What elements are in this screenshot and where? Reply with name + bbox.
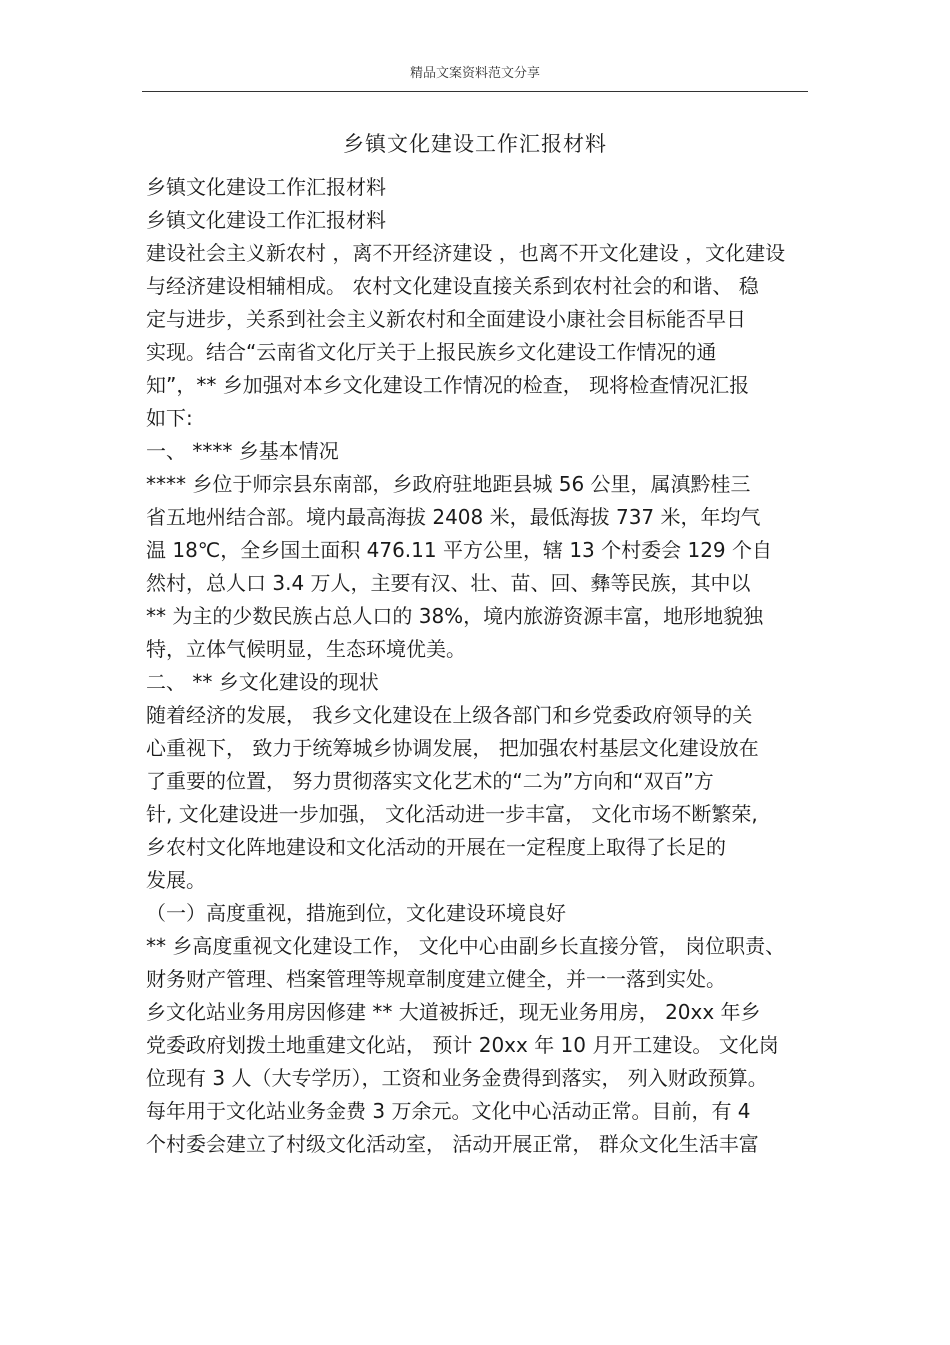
body-line: 财务财产管理、档案管理等规章制度建立健全，并一一落到实处。 xyxy=(146,967,726,991)
body-line: 乡镇文化建设工作汇报材料 xyxy=(146,175,386,199)
body-line: 发展。 xyxy=(146,868,206,892)
body-line: **** 乡位于师宗县东南部，乡政府驻地距县城 56 公里，属滇黔桂三 xyxy=(146,472,751,496)
body-line: 针, 文化建设进一步加强， 文化活动进一步丰富， 文化市场不断繁荣, xyxy=(146,802,758,826)
body-line: 与经济建设相辅相成。 农村文化建设直接关系到农村社会的和谐、 稳 xyxy=(146,274,759,298)
body-line: ** 乡高度重视文化建设工作， 文化中心由副乡长直接分管， 岗位职责、 xyxy=(146,934,786,958)
body-line: 建设社会主义新农村 ，离不开经济建设 ，也离不开文化建设 ，文化建设 xyxy=(146,241,786,265)
body-line: 随着经济的发展， 我乡文化建设在上级各部门和乡党委政府领导的关 xyxy=(146,703,753,727)
body-line: 定与进步，关系到社会主义新农村和全面建设小康社会目标能否早日 xyxy=(146,307,746,331)
document-title: 乡镇文化建设工作汇报材料 xyxy=(343,132,607,156)
body-line: 温 18℃，全乡国土面积 476.11 平方公里，辖 13 个村委会 129 个自 xyxy=(146,538,773,562)
header-divider xyxy=(142,91,808,92)
body-line: 如下: xyxy=(146,406,193,430)
body-line: 二、 ** 乡文化建设的现状 xyxy=(146,670,379,694)
body-line: 心重视下， 致力于统筹城乡协调发展， 把加强农村基层文化建设放在 xyxy=(146,736,759,760)
body-line: 位现有 3 人（大专学历），工资和业务金费得到落实， 列入财政预算。 xyxy=(146,1066,768,1090)
body-line: 省五地州结合部。境内最高海拔 2408 米，最低海拔 737 米，年均气 xyxy=(146,505,761,529)
body-line: 实现。结合“云南省文化厅关于上报民族乡文化建设工作情况的通 xyxy=(146,340,717,364)
body-line: 个村委会建立了村级文化活动室， 活动开展正常， 群众文化生活丰富 xyxy=(146,1132,759,1156)
body-line: 然村，总人口 3.4 万人，主要有汉、壮、苗、回、彝等民族，其中以 xyxy=(146,571,751,595)
body-line: 了重要的位置， 努力贯彻落实文化艺术的“二为”方向和“双百”方 xyxy=(146,769,714,793)
body-line: 特，立体气候明显，生态环境优美。 xyxy=(146,637,466,661)
body-line: 一、 **** 乡基本情况 xyxy=(146,439,339,463)
body-line: 每年用于文化站业务金费 3 万余元。文化中心活动正常。目前，有 4 xyxy=(146,1099,751,1123)
page-header: 精品文案资料范文分享 xyxy=(409,66,540,81)
body-line: （一）高度重视，措施到位，文化建设环境良好 xyxy=(146,901,566,925)
document-body xyxy=(146,172,808,1162)
body-line: 乡镇文化建设工作汇报材料 xyxy=(146,208,386,232)
body-line: 知”，** 乡加强对本乡文化建设工作情况的检查， 现将检查情况汇报 xyxy=(146,373,750,397)
body-line: 乡文化站业务用房因修建 ** 大道被拆迁，现无业务用房， 20xx 年乡 xyxy=(146,1000,761,1024)
body-line: 党委政府划拨土地重建文化站， 预计 20xx 年 10 月开工建设。 文化岗 xyxy=(146,1033,779,1057)
body-line: 乡农村文化阵地建设和文化活动的开展在一定程度上取得了长足的 xyxy=(146,835,726,859)
body-line: ** 为主的少数民族占总人口的 38%，境内旅游资源丰富，地形地貌独 xyxy=(146,604,764,628)
